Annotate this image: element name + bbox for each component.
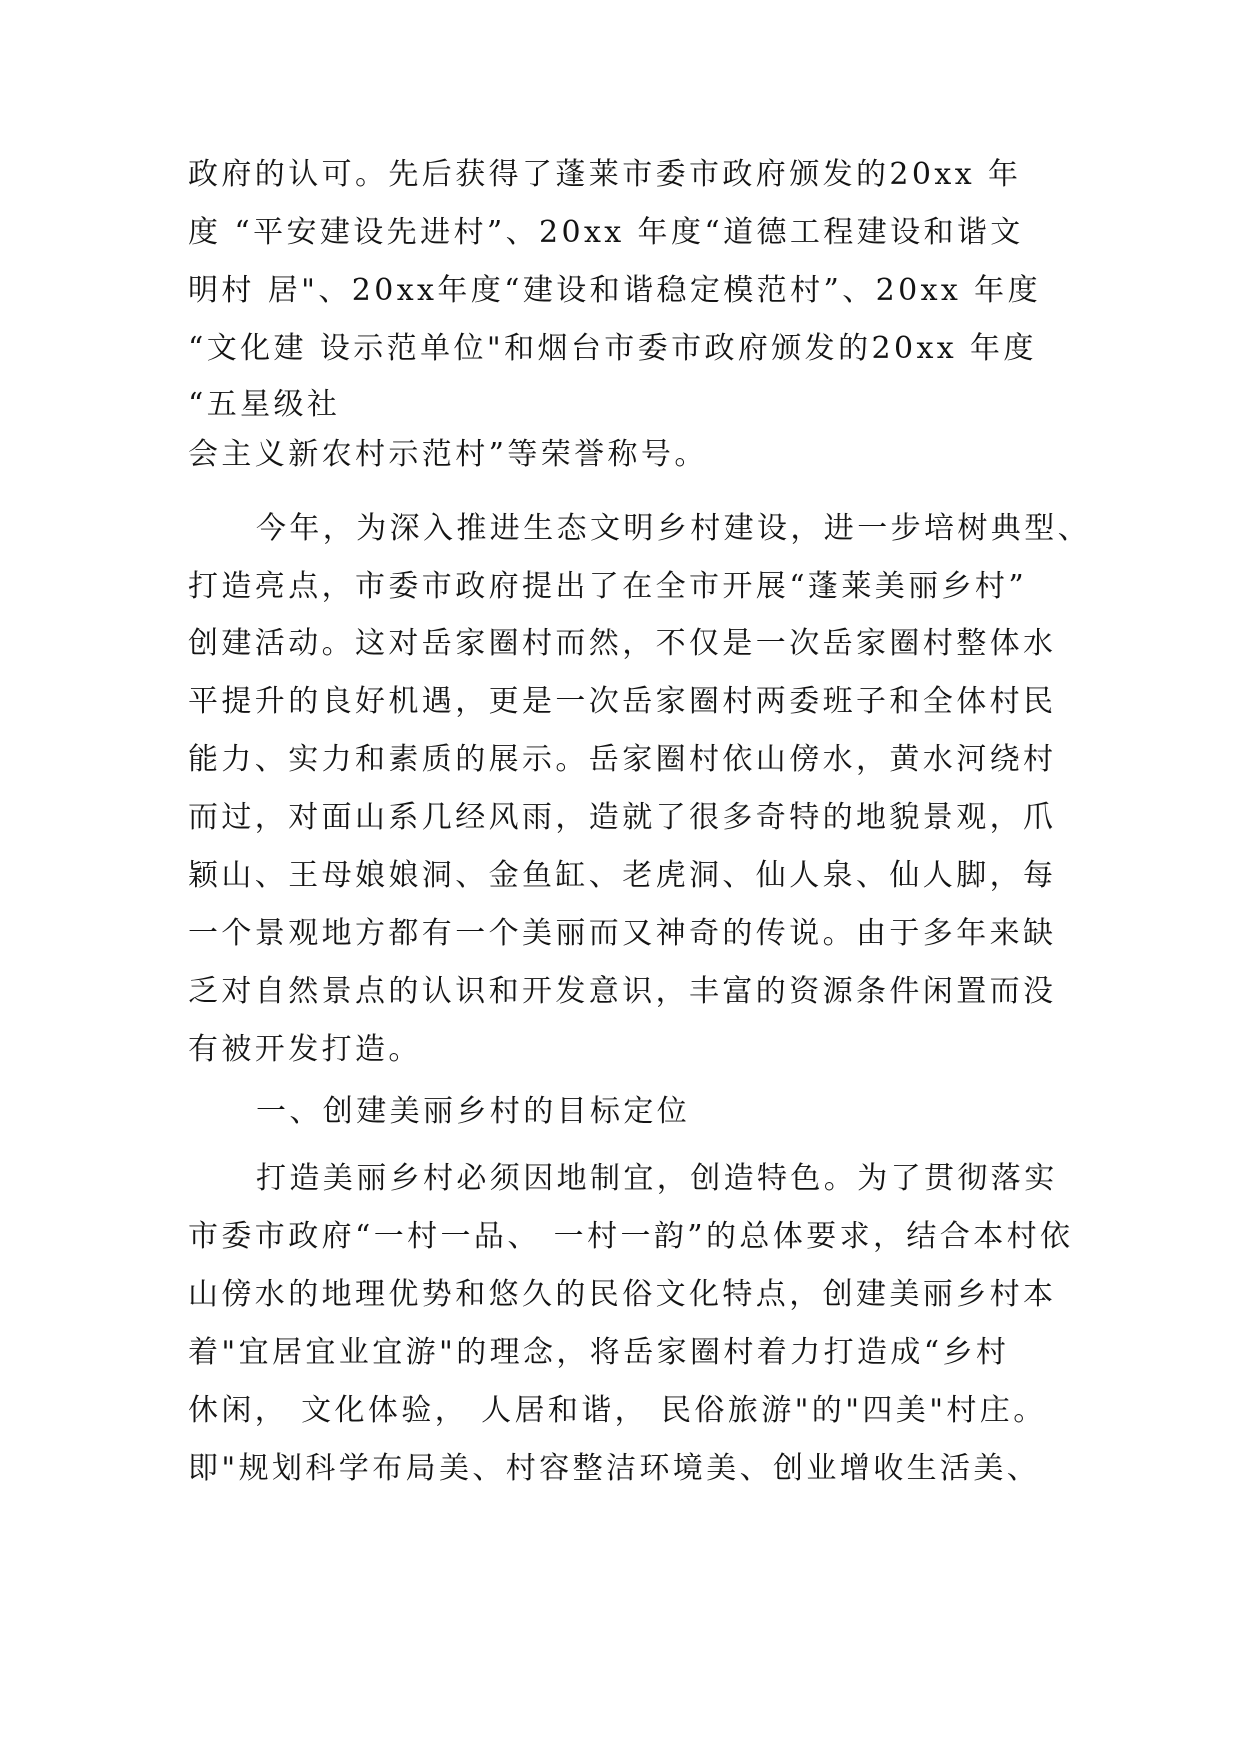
paragraph-3-line-1: 打造美丽乡村必须因地制宜，创造特色。为了贯彻落实 bbox=[256, 1161, 1058, 1196]
paragraph-2-line-6: 而过，对面山系几经风雨，造就了很多奇特的地貌景观，爪 bbox=[188, 800, 1057, 835]
paragraph-2-line-10: 有被开发打造。 bbox=[188, 1032, 422, 1067]
paragraph-1-line-5: “五星级社 bbox=[188, 387, 341, 422]
paragraph-1-line-4: “文化建 设示范单位"和烟台市委市政府颁发的20xx 年度 bbox=[188, 331, 1037, 366]
section-heading: 一、创建美丽乡村的目标定位 bbox=[256, 1094, 691, 1129]
paragraph-2-line-8: 一个景观地方都有一个美丽而又神奇的传说。由于多年来缺 bbox=[188, 916, 1057, 951]
paragraph-3-line-2: 市委市政府“一村一品、 一村一韵”的总体要求，结合本村依 bbox=[188, 1219, 1074, 1254]
paragraph-2-line-7: 颖山、王母娘娘洞、金鱼缸、老虎洞、仙人泉、仙人脚，每 bbox=[188, 858, 1057, 893]
paragraph-1-line-6: 会主义新农村示范村”等荣誉称号。 bbox=[188, 437, 708, 472]
paragraph-1-line-3: 明村 居"、20xx年度“建设和谐稳定模范村”、20xx 年度 bbox=[188, 273, 1041, 308]
paragraph-3-line-3: 山傍水的地理优势和悠久的民俗文化特点，创建美丽乡村本 bbox=[188, 1277, 1057, 1312]
paragraph-1-line-1: 政府的认可。先后获得了蓬莱市委市政府颁发的20xx 年 bbox=[188, 157, 1022, 192]
paragraph-2-line-1: 今年，为深入推进生态文明乡村建设，进一步培树典型、 bbox=[256, 511, 1091, 546]
paragraph-3-line-6: 即"规划科学布局美、村容整洁环境美、创业增收生活美、 bbox=[188, 1451, 1041, 1486]
paragraph-3-line-5: 休闲， 文化体验， 人居和谐， 民俗旅游"的"四美"村庄。 bbox=[188, 1393, 1047, 1428]
paragraph-1-line-2: 度 “平安建设先进村”、20xx 年度“道德工程建设和谐文 bbox=[188, 215, 1024, 250]
paragraph-3-line-4: 着"宜居宜业宜游"的理念，将岳家圈村着力打造成“乡村 bbox=[188, 1335, 1010, 1370]
paragraph-2-line-9: 乏对自然景点的认识和开发意识，丰富的资源条件闲置而没 bbox=[188, 974, 1057, 1009]
paragraph-2-line-3: 创建活动。这对岳家圈村而然，不仅是一次岳家圈村整体水 bbox=[188, 626, 1057, 661]
paragraph-2-line-2: 打造亮点，市委市政府提出了在全市开展“蓬莱美丽乡村” bbox=[188, 569, 1028, 604]
paragraph-2-line-5: 能力、实力和素质的展示。岳家圈村依山傍水，黄水河绕村 bbox=[188, 742, 1057, 777]
paragraph-2-line-4: 平提升的良好机遇，更是一次岳家圈村两委班子和全体村民 bbox=[188, 684, 1057, 719]
